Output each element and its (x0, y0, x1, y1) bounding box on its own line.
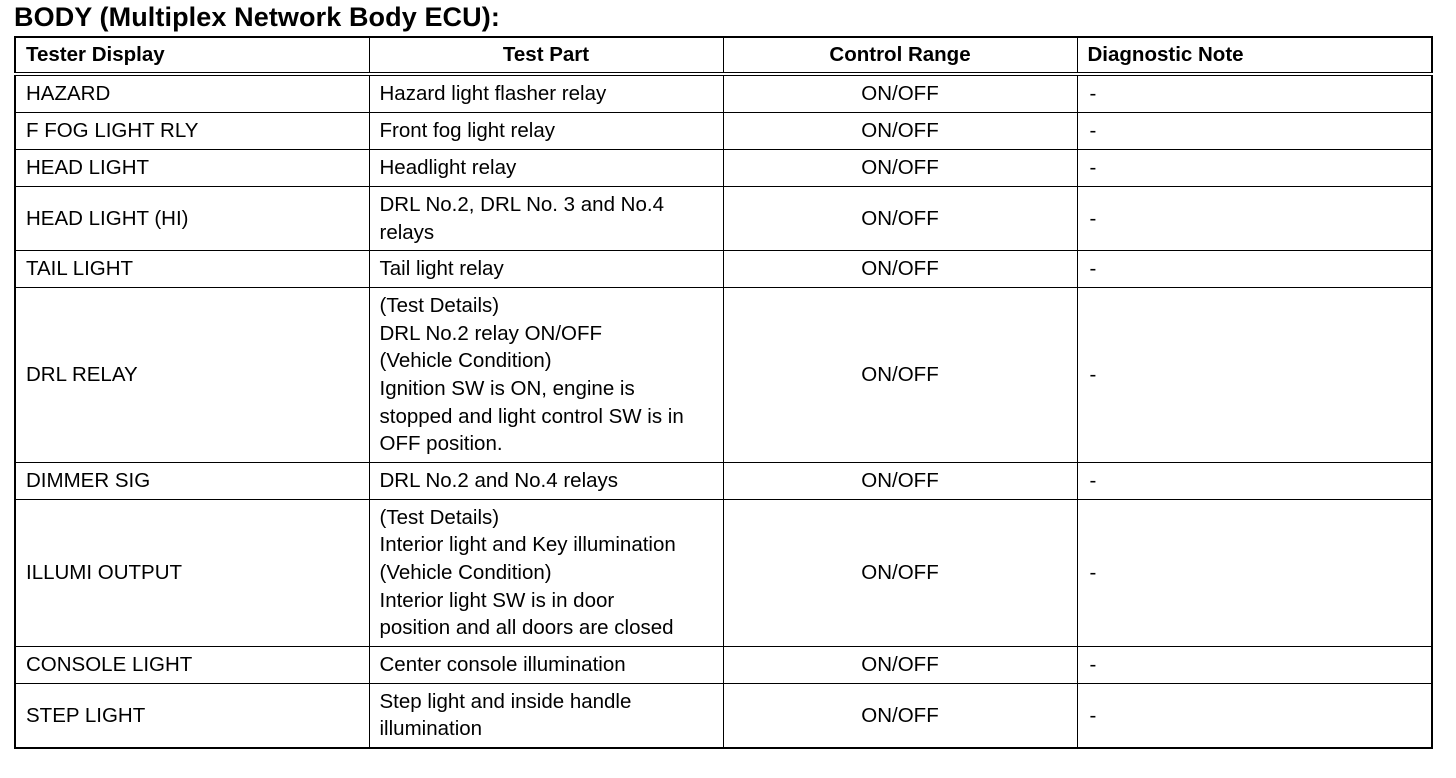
tester-display-cell: ILLUMI OUTPUT (15, 499, 369, 646)
table-row (15, 150, 1432, 187)
page-title: BODY (Multiplex Network Body ECU): (14, 2, 500, 32)
column-header-tester-display: Tester Display (15, 37, 369, 74)
diagnostic-note-cell: - (1077, 646, 1432, 683)
table-row (15, 74, 1432, 113)
table-row (15, 251, 1432, 288)
table-row (15, 683, 1432, 748)
control-range-cell: ON/OFF (723, 499, 1077, 646)
active-test-table (14, 36, 1433, 749)
table-body (15, 74, 1432, 748)
test-part-cell: (Test Details) Interior light and Key illumination (Vehicle Condition) Interior light SW is in door position and all doors are closed (369, 499, 723, 646)
column-header-diagnostic-note: Diagnostic Note (1077, 37, 1432, 74)
control-range-cell: ON/OFF (723, 288, 1077, 463)
tester-display-cell: HEAD LIGHT (HI) (15, 187, 369, 251)
control-range-cell: ON/OFF (723, 462, 1077, 499)
test-part-cell: Center console illumination (369, 646, 723, 683)
control-range-cell: ON/OFF (723, 646, 1077, 683)
table-row (15, 462, 1432, 499)
diagnostic-note-cell: - (1077, 251, 1432, 288)
table-row (15, 288, 1432, 463)
test-part-cell: Hazard light flasher relay (369, 74, 723, 113)
diagnostic-note-cell: - (1077, 74, 1432, 113)
test-part-cell: Step light and inside handle illumination (369, 683, 723, 748)
tester-display-cell: DRL RELAY (15, 288, 369, 463)
test-part-cell: Tail light relay (369, 251, 723, 288)
tester-display-cell: STEP LIGHT (15, 683, 369, 748)
diagnostic-note-cell: - (1077, 499, 1432, 646)
control-range-cell: ON/OFF (723, 187, 1077, 251)
test-part-cell: (Test Details) DRL No.2 relay ON/OFF (Vehicle Condition) Ignition SW is ON, engine is stopped and light control SW is in OFF position. (369, 288, 723, 463)
header-row (15, 37, 1432, 74)
test-part-cell: Front fog light relay (369, 113, 723, 150)
table-row (15, 646, 1432, 683)
test-part-cell: Headlight relay (369, 150, 723, 187)
diagnostic-note-cell: - (1077, 187, 1432, 251)
test-part-cell: DRL No.2 and No.4 relays (369, 462, 723, 499)
test-part-cell: DRL No.2, DRL No. 3 and No.4 relays (369, 187, 723, 251)
control-range-cell: ON/OFF (723, 150, 1077, 187)
tester-display-cell: DIMMER SIG (15, 462, 369, 499)
tester-display-cell: HAZARD (15, 74, 369, 113)
diagnostic-note-cell: - (1077, 462, 1432, 499)
table-row (15, 499, 1432, 646)
control-range-cell: ON/OFF (723, 683, 1077, 748)
column-header-control-range: Control Range (723, 37, 1077, 74)
table-row (15, 113, 1432, 150)
tester-display-cell: CONSOLE LIGHT (15, 646, 369, 683)
control-range-cell: ON/OFF (723, 74, 1077, 113)
tester-display-cell: TAIL LIGHT (15, 251, 369, 288)
diagnostic-note-cell: - (1077, 288, 1432, 463)
tester-display-cell: HEAD LIGHT (15, 150, 369, 187)
control-range-cell: ON/OFF (723, 113, 1077, 150)
table-header (15, 37, 1432, 74)
diagnostic-note-cell: - (1077, 113, 1432, 150)
tester-display-cell: F FOG LIGHT RLY (15, 113, 369, 150)
control-range-cell: ON/OFF (723, 251, 1077, 288)
table-row (15, 187, 1432, 251)
diagnostic-note-cell: - (1077, 150, 1432, 187)
diagnostic-note-cell: - (1077, 683, 1432, 748)
column-header-test-part: Test Part (369, 37, 723, 74)
